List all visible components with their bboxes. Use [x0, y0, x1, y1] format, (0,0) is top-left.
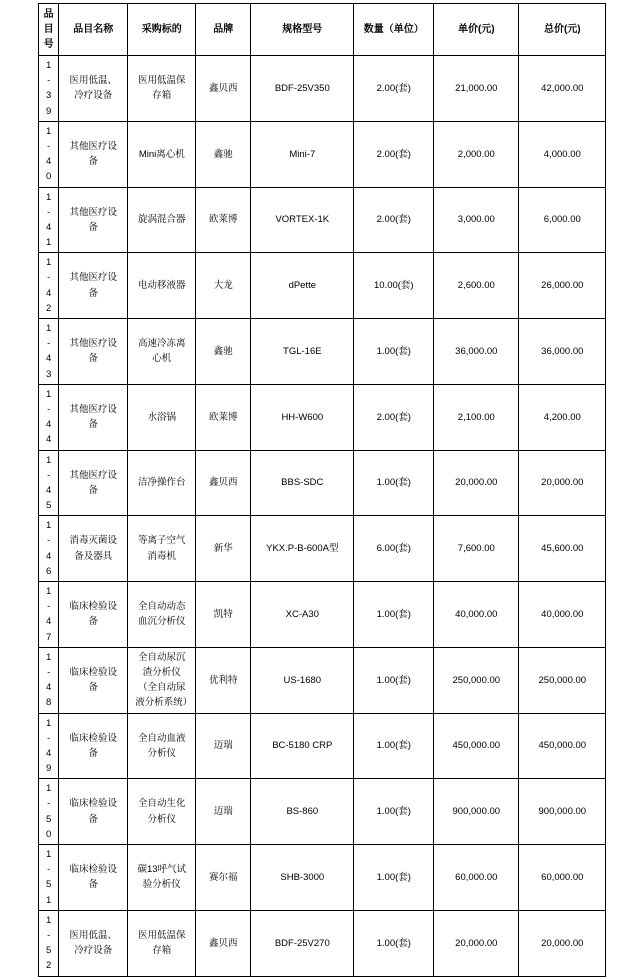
unit-price-cell: 20,000.00	[434, 450, 519, 516]
item-name-cell: 其他医疗设备	[59, 187, 128, 253]
item-no-cell: 1-51	[39, 845, 59, 911]
quantity-cell: 1.00(套)	[354, 910, 434, 976]
procurement-target-cell: 全自动生化分析仪	[128, 779, 196, 845]
unit-price-cell: 20,000.00	[434, 910, 519, 976]
spec-model-cell: VORTEX-1K	[251, 187, 354, 253]
item-no-cell: 1-40	[39, 121, 59, 187]
table-row	[39, 582, 606, 648]
item-no-cell: 1-49	[39, 713, 59, 779]
item-name-cell: 临床检验设备	[59, 779, 128, 845]
item-name-cell: 其他医疗设备	[59, 121, 128, 187]
item-no-cell: 1-39	[39, 56, 59, 122]
table-row	[39, 647, 606, 713]
quantity-cell: 2.00(套)	[354, 384, 434, 450]
table-row	[39, 384, 606, 450]
table-row	[39, 779, 606, 845]
spec-model-cell: BBS-SDC	[251, 450, 354, 516]
procurement-target-cell: 全自动血液分析仪	[128, 713, 196, 779]
total-price-cell: 42,000.00	[519, 56, 606, 122]
total-price-cell: 250,000.00	[519, 647, 606, 713]
brand-cell: 鑫贝西	[196, 56, 251, 122]
table-header	[39, 4, 606, 56]
spec-model-cell: HH-W600	[251, 384, 354, 450]
item-no-cell: 1-47	[39, 582, 59, 648]
quantity-cell: 1.00(套)	[354, 713, 434, 779]
brand-cell: 鑫驰	[196, 121, 251, 187]
brand-cell: 迈瑞	[196, 713, 251, 779]
unit-price-cell: 250,000.00	[434, 647, 519, 713]
procurement-target-cell: 全自动动态血沉分析仪	[128, 582, 196, 648]
brand-cell: 新华	[196, 516, 251, 582]
item-no-cell: 1-50	[39, 779, 59, 845]
item-no-cell: 1-45	[39, 450, 59, 516]
spec-model-cell: TGL-16E	[251, 319, 354, 385]
quantity-cell: 2.00(套)	[354, 187, 434, 253]
table-row	[39, 845, 606, 911]
header-quantity-unit: 数量（单位）	[354, 4, 434, 56]
item-name-cell: 临床检验设备	[59, 713, 128, 779]
item-name-cell: 消毒灭菌设备及器具	[59, 516, 128, 582]
procurement-target-cell: 医用低温保存箱	[128, 56, 196, 122]
unit-price-cell: 21,000.00	[434, 56, 519, 122]
table-row	[39, 56, 606, 122]
unit-price-cell: 40,000.00	[434, 582, 519, 648]
item-name-cell: 临床检验设备	[59, 845, 128, 911]
header-row	[39, 4, 606, 56]
table-row	[39, 253, 606, 319]
item-name-cell: 其他医疗设备	[59, 384, 128, 450]
item-name-cell: 医用低温、冷疗设备	[59, 56, 128, 122]
item-no-cell: 1-41	[39, 187, 59, 253]
spec-model-cell: BC-5180 CRP	[251, 713, 354, 779]
spec-model-cell: XC-A30	[251, 582, 354, 648]
quantity-cell: 2.00(套)	[354, 121, 434, 187]
header-spec-model: 规格型号	[251, 4, 354, 56]
unit-price-cell: 450,000.00	[434, 713, 519, 779]
unit-price-cell: 3,000.00	[434, 187, 519, 253]
unit-price-cell: 2,100.00	[434, 384, 519, 450]
spec-model-cell: BDF-25V270	[251, 910, 354, 976]
unit-price-cell: 900,000.00	[434, 779, 519, 845]
brand-cell: 鑫驰	[196, 319, 251, 385]
procurement-target-cell: 等离子空气消毒机	[128, 516, 196, 582]
quantity-cell: 2.00(套)	[354, 56, 434, 122]
total-price-cell: 36,000.00	[519, 319, 606, 385]
unit-price-cell: 2,600.00	[434, 253, 519, 319]
total-price-cell: 26,000.00	[519, 253, 606, 319]
unit-price-cell: 60,000.00	[434, 845, 519, 911]
total-price-cell: 40,000.00	[519, 582, 606, 648]
quantity-cell: 1.00(套)	[354, 319, 434, 385]
procurement-target-cell: 全自动尿沉渣分析仪（全自动尿液分析系统）	[128, 647, 196, 713]
quantity-cell: 1.00(套)	[354, 779, 434, 845]
header-procurement-target: 采购标的	[128, 4, 196, 56]
item-name-cell: 临床检验设备	[59, 582, 128, 648]
item-no-cell: 1-46	[39, 516, 59, 582]
quantity-cell: 1.00(套)	[354, 845, 434, 911]
item-no-cell: 1-44	[39, 384, 59, 450]
item-name-cell: 临床检验设备	[59, 647, 128, 713]
header-total-price: 总价(元)	[519, 4, 606, 56]
header-brand: 品牌	[196, 4, 251, 56]
procurement-target-cell: 旋涡混合器	[128, 187, 196, 253]
spec-model-cell: YKX.P-B-600A型	[251, 516, 354, 582]
item-name-cell: 其他医疗设备	[59, 319, 128, 385]
unit-price-cell: 7,600.00	[434, 516, 519, 582]
brand-cell: 凯特	[196, 582, 251, 648]
item-name-cell: 其他医疗设备	[59, 450, 128, 516]
spec-model-cell: BDF-25V350	[251, 56, 354, 122]
spec-model-cell: US-1680	[251, 647, 354, 713]
total-price-cell: 4,200.00	[519, 384, 606, 450]
procurement-target-cell: 医用低温保存箱	[128, 910, 196, 976]
unit-price-cell: 36,000.00	[434, 319, 519, 385]
spec-model-cell: SHB-3000	[251, 845, 354, 911]
unit-price-cell: 2,000.00	[434, 121, 519, 187]
table-row	[39, 713, 606, 779]
procurement-target-cell: 高速冷冻离心机	[128, 319, 196, 385]
quantity-cell: 6.00(套)	[354, 516, 434, 582]
item-name-cell: 其他医疗设备	[59, 253, 128, 319]
brand-cell: 鑫贝西	[196, 910, 251, 976]
table-body	[39, 56, 606, 977]
quantity-cell: 1.00(套)	[354, 647, 434, 713]
total-price-cell: 450,000.00	[519, 713, 606, 779]
table-row	[39, 319, 606, 385]
procurement-target-cell: 碳13呼气试验分析仪	[128, 845, 196, 911]
table-row	[39, 910, 606, 976]
item-name-cell: 医用低温、冷疗设备	[59, 910, 128, 976]
quantity-cell: 10.00(套)	[354, 253, 434, 319]
procurement-items-table	[38, 3, 606, 977]
procurement-target-cell: 水浴锅	[128, 384, 196, 450]
table-row	[39, 516, 606, 582]
brand-cell: 迈瑞	[196, 779, 251, 845]
total-price-cell: 4,000.00	[519, 121, 606, 187]
table-row	[39, 450, 606, 516]
table-row	[39, 187, 606, 253]
total-price-cell: 20,000.00	[519, 450, 606, 516]
procurement-target-cell: 洁净操作台	[128, 450, 196, 516]
spec-model-cell: Mini-7	[251, 121, 354, 187]
item-no-cell: 1-43	[39, 319, 59, 385]
total-price-cell: 6,000.00	[519, 187, 606, 253]
total-price-cell: 20,000.00	[519, 910, 606, 976]
brand-cell: 优利特	[196, 647, 251, 713]
item-no-cell: 1-48	[39, 647, 59, 713]
brand-cell: 欧莱博	[196, 384, 251, 450]
procurement-target-cell: Mini离心机	[128, 121, 196, 187]
header-unit-price: 单价(元)	[434, 4, 519, 56]
table-row	[39, 121, 606, 187]
brand-cell: 鑫贝西	[196, 450, 251, 516]
brand-cell: 大龙	[196, 253, 251, 319]
header-item-no: 品目号	[39, 4, 59, 56]
quantity-cell: 1.00(套)	[354, 450, 434, 516]
spec-model-cell: BS-860	[251, 779, 354, 845]
total-price-cell: 45,600.00	[519, 516, 606, 582]
quantity-cell: 1.00(套)	[354, 582, 434, 648]
total-price-cell: 900,000.00	[519, 779, 606, 845]
procurement-target-cell: 电动移液器	[128, 253, 196, 319]
total-price-cell: 60,000.00	[519, 845, 606, 911]
brand-cell: 欧莱博	[196, 187, 251, 253]
item-no-cell: 1-42	[39, 253, 59, 319]
brand-cell: 赛尔福	[196, 845, 251, 911]
header-item-name: 品目名称	[59, 4, 128, 56]
item-no-cell: 1-52	[39, 910, 59, 976]
spec-model-cell: dPette	[251, 253, 354, 319]
